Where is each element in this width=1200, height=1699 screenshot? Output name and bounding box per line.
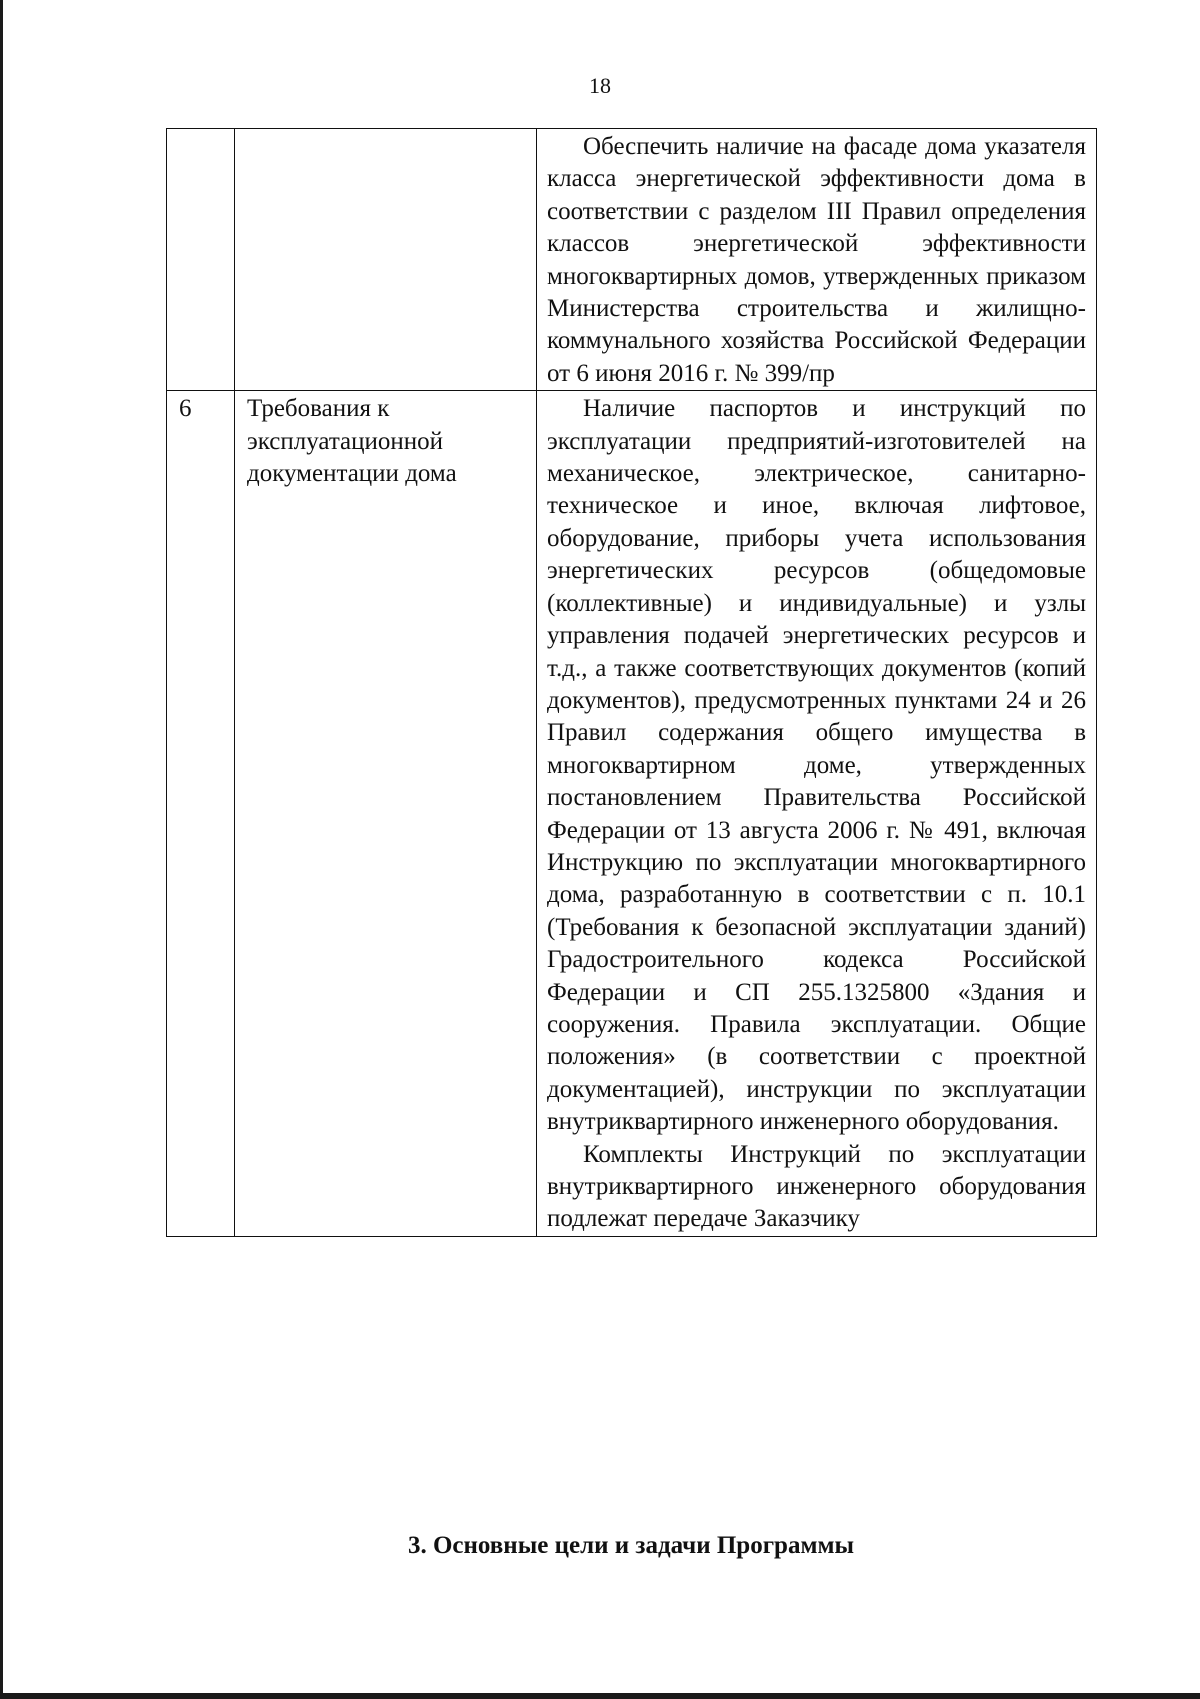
content-paragraph: Наличие паспортов и инструкций по эксплуатации предприятий-изготовителей на механическое, электрическое, санитарно-техническое и иное, включая лифтовое, оборудование, приборы учета использования энергетических ресурсов (общедомовые (коллективные) и индивидуальные) и узлы управления подачей энергетических ресурсов и т.д., а также соответствующих документов (копий документов), предусмотренных пунктами 24 и 26 Правил содержания общего имущества в многоквартирном доме, утвержденных постановлением Правительства Российской Федерации от 13 августа 2006 г. № 491, включая Инструкцию по эксплуатации многоквартирного дома, разработанную в соответствии с п. 10.1 (Требования к безопасной эксплуатации зданий) Градостроительного кодекса Российской Федерации и СП 255.1325800 «Здания и сооружения. Правила эксплуатации. Общие положения» (в соответствии с проектной документацией), инструкции по эксплуатации внутриквартирного инженерного оборудования. <box>547 395 1086 1136</box>
scan-border-left <box>0 0 3 1699</box>
row-number-cell <box>167 129 235 391</box>
row-content-cell <box>537 391 1097 1237</box>
scan-border-bottom <box>0 1693 1200 1699</box>
requirements-table <box>166 128 1097 1237</box>
table-row <box>167 129 1097 391</box>
row-content-cell <box>537 129 1097 391</box>
page-number: 18 <box>589 73 611 98</box>
row-name-cell: Требования к эксплуатационной документации дома <box>235 391 537 1237</box>
row-number-cell: 6 <box>167 391 235 1237</box>
row-name-cell <box>235 129 537 391</box>
table-row <box>167 391 1097 1237</box>
content-paragraph: Обеспечить наличие на фасаде дома указателя класса энергетической эффективности дома в соответствии с разделом III Правил определения классов энергетической эффективности многоквартирных домов, утвержденных приказом Министерства строительства и жилищно-коммунального хозяйства Российской Федерации от 6 июня 2016 г. № 399/пр <box>547 133 1086 387</box>
section-heading: 3. Основные цели и задачи Программы <box>407 1532 855 1559</box>
content-paragraph: Комплекты Инструкций по эксплуатации внутриквартирного инженерного оборудования подлежат передаче Заказчику <box>547 1140 1086 1233</box>
